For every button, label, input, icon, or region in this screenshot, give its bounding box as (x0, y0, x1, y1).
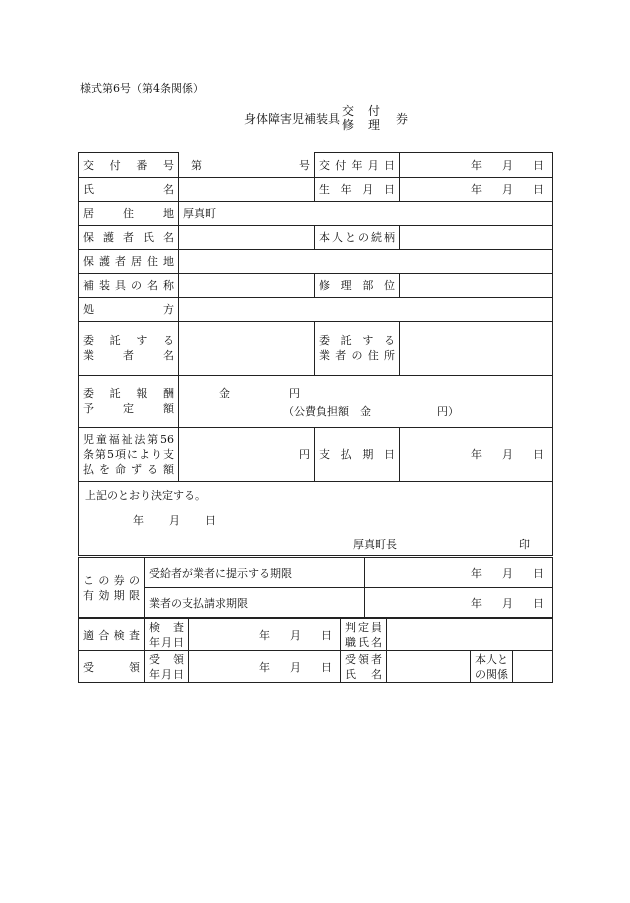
unit-year: 年 (471, 596, 482, 610)
validity-table (78, 557, 553, 618)
value-kofu-date[interactable] (400, 153, 553, 178)
unit-day: 日 (533, 448, 544, 461)
kofu-bango-prefix: 第 (191, 158, 202, 172)
unit-year: 年 (471, 448, 482, 461)
label-kofu-bango: 交付番号 (79, 153, 179, 178)
unit-year: 年 (259, 660, 270, 674)
label-repair-part: 修理部位 (315, 273, 400, 297)
title-tail: 券 (396, 111, 409, 126)
value-itaku[interactable] (179, 321, 315, 375)
unit-month: 月 (502, 448, 513, 461)
value-hogosha[interactable] (179, 225, 315, 249)
label-hoshu-l2: 予定額 (83, 402, 174, 415)
unit-year: 年 (471, 183, 482, 196)
value-validity-item2[interactable] (365, 588, 553, 618)
unit-year: 年 (259, 628, 270, 642)
label-validity-l1: この券の (83, 573, 140, 587)
label-itaku-address-l2: 業者の住所 (319, 349, 395, 362)
receiver-l1: 受領者 (345, 652, 382, 666)
label-itaku-l2: 業者名 (83, 349, 174, 362)
receipt-sub-l1: 受 領 (149, 652, 184, 666)
label-hogosha-kyoju: 保護者居住地 (79, 249, 179, 273)
form-number: 様式第6号（第4条関係） (80, 82, 204, 95)
label-relationship (471, 651, 513, 683)
unit-day: 日 (533, 596, 544, 610)
unit-day: 日 (321, 628, 332, 642)
label-jido-l1: 児童福祉法第56 (83, 432, 174, 446)
unit-day: 日 (533, 566, 544, 580)
label-itaku-address (315, 321, 400, 375)
kofu-bango-suffix: 号 (299, 158, 310, 172)
label-validity-item2: 業者の支払請求期限 (145, 588, 365, 618)
label-receipt-date (145, 651, 189, 683)
value-shimei[interactable] (179, 177, 315, 201)
label-payment-date: 支払期日 (315, 427, 400, 481)
title-main: 身体障害児補装具 (244, 111, 341, 126)
label-inspection-date (145, 619, 189, 651)
label-hoshu-l1: 委託報酬 (83, 387, 174, 400)
unit-day: 日 (533, 183, 544, 196)
unit-day: 日 (533, 158, 544, 172)
value-inspection-date[interactable] (189, 619, 341, 651)
unit-month: 月 (502, 566, 513, 580)
decision-text: 上記のとおり決定する。 (85, 488, 206, 502)
label-birthdate: 生年月日 (315, 177, 400, 201)
value-hosogu[interactable] (179, 273, 315, 297)
value-payment-date[interactable] (400, 427, 553, 481)
hoshu-kohi: （公費負担額 金 円） (283, 405, 459, 418)
unit-year: 年 (471, 566, 482, 580)
label-validity (79, 558, 145, 618)
decision-year: 年 (133, 513, 144, 527)
judge-l2: 職氏名 (345, 635, 382, 649)
label-inspection: 適合検査 (79, 619, 145, 651)
value-judge[interactable] (387, 619, 553, 651)
value-hogosha-kyoju[interactable] (179, 249, 553, 273)
hoshu-kin: 金 (219, 387, 230, 400)
relationship-l1: 本人と (475, 652, 508, 666)
receipt-sub-l2: 年月日 (149, 667, 184, 681)
relationship-l2: の関係 (475, 667, 508, 681)
value-itaku-address[interactable] (400, 321, 553, 375)
value-relation[interactable] (400, 225, 553, 249)
unit-month: 月 (502, 183, 513, 196)
value-hoshu[interactable] (179, 375, 553, 427)
inspection-sub-l2: 年月日 (149, 635, 184, 649)
seal-mark: 印 (519, 537, 530, 551)
unit-day: 日 (321, 660, 332, 674)
judge-l1: 判定員 (345, 620, 382, 634)
label-jido-l2: 条第5項により支 (83, 447, 174, 461)
decision-block (79, 481, 553, 555)
title-top: 交付 (342, 104, 395, 118)
value-shoho[interactable] (179, 297, 553, 321)
label-shoho: 処方 (79, 297, 179, 321)
label-hoshu (79, 375, 179, 427)
main-form-table (78, 152, 553, 556)
value-validity-item1[interactable] (365, 558, 553, 588)
label-receipt: 受領 (79, 651, 145, 683)
label-validity-l2: 有効期限 (83, 588, 140, 602)
label-itaku-address-l1: 委託する (319, 334, 395, 347)
unit-year: 年 (471, 158, 482, 172)
receiver-l2: 氏 名 (345, 667, 382, 681)
value-birthdate[interactable] (400, 177, 553, 201)
label-relation: 本人との続柄 (315, 225, 400, 249)
value-repair-part[interactable] (400, 273, 553, 297)
label-kyoju: 居住地 (79, 201, 179, 225)
label-jido (79, 427, 179, 481)
label-itaku-l1: 委託する (83, 334, 174, 347)
decision-month: 月 (169, 513, 180, 527)
label-hosogu: 補装具の名称 (79, 273, 179, 297)
value-receiver[interactable] (387, 651, 471, 683)
label-itaku (79, 321, 179, 375)
inspection-sub-l1: 検 査 (149, 620, 184, 634)
value-kyoju[interactable]: 厚真町 (179, 201, 553, 225)
document-title (244, 104, 408, 132)
value-jido[interactable]: 円 (179, 427, 315, 481)
title-bottom: 修理 (342, 118, 395, 132)
unit-month: 月 (502, 596, 513, 610)
unit-month: 月 (290, 660, 301, 674)
inspection-table (78, 618, 553, 683)
hoshu-yen: 円 (289, 387, 300, 400)
decision-day: 日 (205, 513, 216, 527)
unit-month: 月 (502, 158, 513, 172)
label-validity-item1: 受給者が業者に提示する期限 (145, 558, 365, 588)
value-kofu-bango[interactable] (179, 153, 314, 177)
mayor-title: 厚真町長 (353, 537, 397, 551)
value-relationship[interactable] (513, 651, 553, 683)
label-hogosha: 保護者氏名 (79, 225, 179, 249)
label-jido-l3: 払を命ずる額 (83, 462, 174, 476)
label-judge (341, 619, 387, 651)
label-kofu-date: 交付年月日 (315, 153, 400, 178)
label-receiver (341, 651, 387, 683)
value-receipt-date[interactable] (189, 651, 341, 683)
unit-month: 月 (290, 628, 301, 642)
title-stack (342, 104, 394, 132)
label-shimei: 氏名 (79, 177, 179, 201)
